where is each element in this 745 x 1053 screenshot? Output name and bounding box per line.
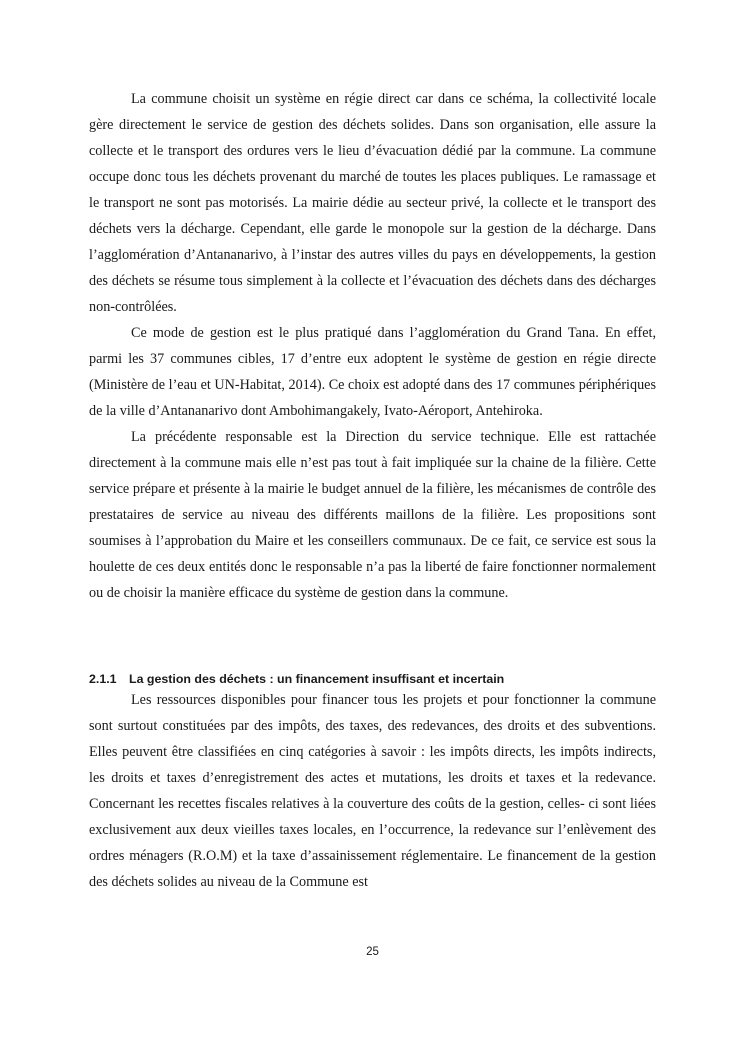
body-section-regie xyxy=(89,86,656,606)
section-heading xyxy=(89,672,656,686)
paragraph-regie-directe: La commune choisit un système en régie direct car dans ce schéma, la collectivité locale gère directement le service de gestion des déchets solides. Dans son organisation, elle assure la collecte et le transport des ordures vers le lieu d’évacuation dédié par la commune. La commune occupe donc tous les déchets provenant du marché de toutes les places publiques. Le ramassage et le transport ne sont pas motorisés. La mairie dédie au secteur privé, la collecte et le transport des déchets vers la décharge. Cependant, elle garde le monopole sur la gestion de la décharge. Dans l’agglomération d’Antananarivo, à l’instar des autres villes du pays en développements, la gestion des déchets se résume tous simplement à la collecte et l’évacuation des déchets dans des décharges non-contrôlées. xyxy=(89,91,656,315)
page-number: 25 xyxy=(366,946,379,958)
body-section-financement xyxy=(89,687,656,895)
paragraph-ressources: Les ressources disponibles pour financer tous les projets et pour fonctionner la commune sont surtout constituées par des impôts, des taxes, des redevances, des droits et des subventions. Elles peuvent être classifiées en cinq catégories à savoir : les impôts directs, les impôts indirects, les droits et taxes d’enregistrement des actes et mutations, les droits et taxes et la redevance. Concernant les recettes fiscales relatives à la couverture des coûts de la gestion, celles- ci sont liées exclusivement aux deux vieilles taxes locales, en l’occurrence, la redevance sur l’enlèvement des ordres ménagers (R.O.M) et la taxe d’assainissement réglementaire. Le financement de la gestion des déchets solides au niveau de la Commune est xyxy=(89,692,656,890)
paragraph-mode-gestion: Ce mode de gestion est le plus pratiqué dans l’agglomération du Grand Tana. En effet, parmi les 37 communes cibles, 17 d’entre eux adoptent le système de gestion en régie directe (Ministère de l’eau et UN-Habitat, 2014). Ce choix est adopté dans des 17 communes périphériques de la ville d’Antananarivo dont Ambohimangakely, Ivato-Aéroport, Antehiroka. xyxy=(89,325,656,419)
section-title: La gestion des déchets : un financement insuffisant et incertain xyxy=(129,672,505,686)
paragraph-direction-technique: La précédente responsable est la Direction du service technique. Elle est rattachée directement à la commune mais elle n’est pas tout à fait impliquée sur la chaine de la filière. Cette service prépare et présente à la mairie le budget annuel de la filière, les mécanismes de contrôle des prestataires de service au niveau des différents maillons de la filière. Les propositions sont soumises à l’approbation du Maire et les conseillers communaux. De ce fait, ce service est sous la houlette de ces deux entités donc le responsable n’a pas la liberté de faire fonctionner normalement ou de choisir la manière efficace du système de gestion dans la commune. xyxy=(89,429,656,601)
section-number: 2.1.1 xyxy=(89,672,117,686)
